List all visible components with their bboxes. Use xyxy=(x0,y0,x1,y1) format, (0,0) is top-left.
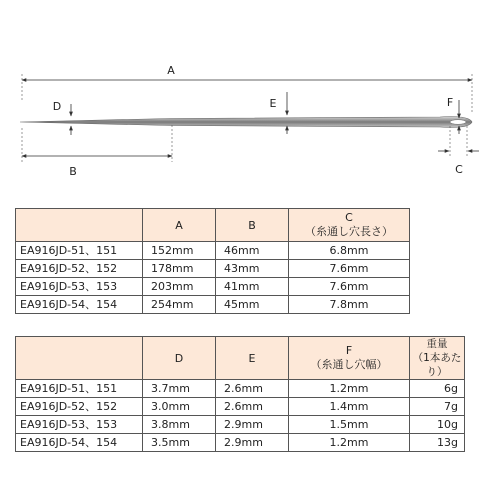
value-E: 2.9mm xyxy=(216,434,289,452)
value-D: 3.0mm xyxy=(143,398,216,416)
value-B: 45mm xyxy=(216,296,289,314)
table-row xyxy=(16,416,465,434)
dim-A-label: A xyxy=(167,64,175,77)
value-B: 41mm xyxy=(216,278,289,296)
dim-E-label: E xyxy=(269,97,277,110)
needle-shape xyxy=(20,117,472,128)
model-cell: EA916JD-52、152 xyxy=(16,398,143,416)
value-C: 7.6mm xyxy=(289,260,410,278)
value-F: 1.5mm xyxy=(289,416,410,434)
value-D: 3.8mm xyxy=(143,416,216,434)
value-F: 1.2mm xyxy=(289,434,410,452)
value-B: 46mm xyxy=(216,242,289,260)
model-cell: EA916JD-54、154 xyxy=(16,434,143,452)
table2-header-row xyxy=(16,337,465,380)
table1-header-C: C （糸通し穴長さ） xyxy=(289,209,410,242)
value-weight: 6g xyxy=(410,380,465,398)
model-cell: EA916JD-53、153 xyxy=(16,278,143,296)
needle-eye xyxy=(450,120,466,125)
value-A: 152mm xyxy=(143,242,216,260)
value-E: 2.9mm xyxy=(216,416,289,434)
table2-header-F: F （糸通し穴幅） xyxy=(289,337,410,380)
value-E: 2.6mm xyxy=(216,380,289,398)
value-A: 203mm xyxy=(143,278,216,296)
dimension-table-1 xyxy=(15,208,410,314)
value-D: 3.7mm xyxy=(143,380,216,398)
value-C: 6.8mm xyxy=(289,242,410,260)
value-D: 3.5mm xyxy=(143,434,216,452)
value-weight: 13g xyxy=(410,434,465,452)
table-row xyxy=(16,434,465,452)
table-row xyxy=(16,242,410,260)
table-row xyxy=(16,296,410,314)
value-A: 254mm xyxy=(143,296,216,314)
value-F: 1.4mm xyxy=(289,398,410,416)
value-weight: 7g xyxy=(410,398,465,416)
dim-C-label: C xyxy=(455,163,463,176)
table-row xyxy=(16,260,410,278)
value-A: 178mm xyxy=(143,260,216,278)
value-weight: 10g xyxy=(410,416,465,434)
value-B: 43mm xyxy=(216,260,289,278)
table2-header-weight: 重量 （1本あたり） xyxy=(410,337,465,380)
value-E: 2.6mm xyxy=(216,398,289,416)
table-row xyxy=(16,398,465,416)
value-C: 7.8mm xyxy=(289,296,410,314)
model-cell: EA916JD-53、153 xyxy=(16,416,143,434)
table1-header-model xyxy=(16,209,143,242)
table1-header-A: A xyxy=(143,209,216,242)
table2-header-D: D xyxy=(143,337,216,380)
value-F: 1.2mm xyxy=(289,380,410,398)
dim-D-label: D xyxy=(52,100,62,113)
table2-header-model xyxy=(16,337,143,380)
model-cell: EA916JD-51、151 xyxy=(16,242,143,260)
model-cell: EA916JD-54、154 xyxy=(16,296,143,314)
model-cell: EA916JD-51、151 xyxy=(16,380,143,398)
table-row xyxy=(16,380,465,398)
dim-F-label: F xyxy=(446,96,454,109)
dim-B-label: B xyxy=(69,165,77,178)
needle-dimension-diagram xyxy=(0,0,500,200)
table2-header-E: E xyxy=(216,337,289,380)
table-row xyxy=(16,278,410,296)
table1-header-B: B xyxy=(216,209,289,242)
value-C: 7.6mm xyxy=(289,278,410,296)
table1-header-row xyxy=(16,209,410,242)
dimension-table-2 xyxy=(15,336,465,452)
model-cell: EA916JD-52、152 xyxy=(16,260,143,278)
